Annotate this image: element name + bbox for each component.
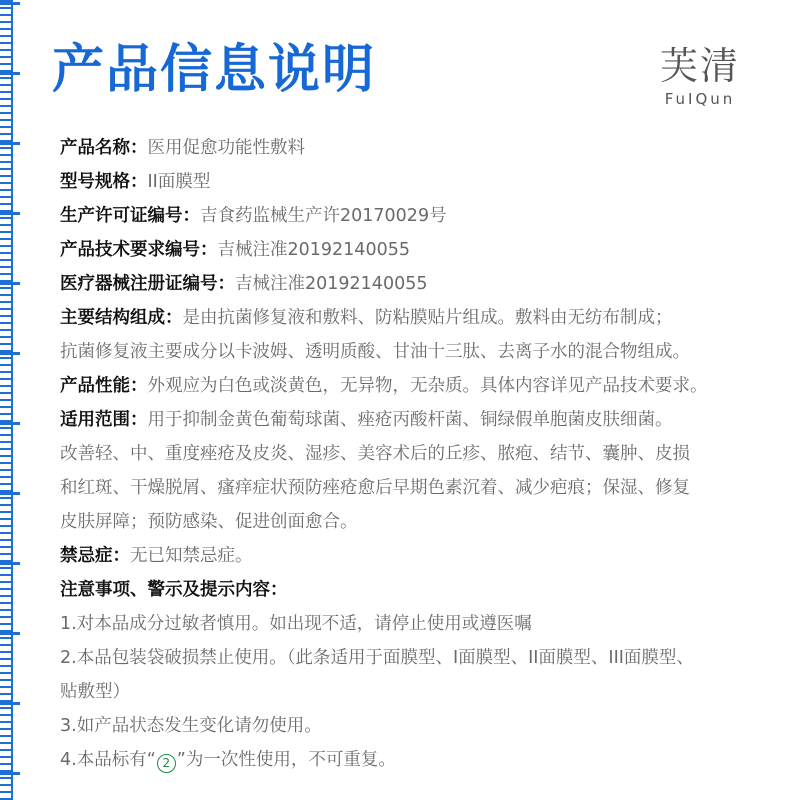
contraindication-value: 无已知禁忌症。: [130, 546, 253, 566]
license-label: 生产许可证编号：: [60, 206, 200, 226]
note-1-text: 1.对本品成分过敏者慎用。如出现不适，请停止使用或遵医嘱: [60, 614, 532, 634]
brand-logo: [655, 44, 745, 108]
contraindication-label: 禁忌症：: [60, 546, 130, 566]
model-row: [60, 165, 780, 199]
note-2: [60, 641, 780, 675]
performance-label: 产品性能：: [60, 376, 148, 396]
note-2-continuation: [60, 675, 780, 709]
ruler-major-mark: [0, 282, 20, 285]
scope-cont-text-1: 改善轻、中、重度痤疮及皮炎、湿疹、美容术后的丘疹、脓疱、结节、囊肿、皮损: [60, 444, 690, 464]
performance-value: 外观应为白色或淡黄色，无异物，无杂质。具体内容详见产品技术要求。: [147, 376, 708, 396]
ruler-major-mark: [0, 142, 20, 145]
structure-continuation: [60, 335, 780, 369]
note-2-cont-text: 贴敷型）: [60, 682, 130, 702]
note-3: [60, 709, 780, 743]
note-2-text: 2.本品包装袋破损禁止使用。（此条适用于面膜型、I面膜型、II面膜型、III面膜型、: [60, 648, 694, 668]
scope-continuation-2: [60, 471, 780, 505]
scope-label: 适用范围：: [60, 410, 148, 430]
ruler-line: [11, 0, 13, 800]
page-title: 产品信息说明: [52, 40, 377, 100]
structure-value: 是由抗菌修复液和敷料、防粘膜贴片组成。敷料由无纺布制成；: [182, 308, 673, 328]
ruler-major-mark: [0, 772, 20, 775]
contraindication-row: [60, 539, 780, 573]
ruler-major-mark: [0, 352, 20, 355]
single-use-symbol-icon: 2: [157, 754, 176, 773]
logo-chinese: 芙清: [659, 44, 740, 88]
ruler-major-mark: [0, 72, 20, 75]
structure-cont-text: 抗菌修复液主要成分以卡波姆、透明质酸、甘油十三肽、去离子水的混合物组成。: [60, 342, 690, 362]
note-3-text: 3.如产品状态发生变化请勿使用。: [60, 716, 322, 736]
product-name-label: 产品名称：: [60, 138, 148, 158]
registration-value: 吉械注准20192140055: [235, 274, 428, 294]
tech-req-row: [60, 233, 780, 267]
license-row: [60, 199, 780, 233]
scope-continuation-1: [60, 437, 780, 471]
scope-cont-text-3: 皮肤屏障；预防感染、促进创面愈合。: [60, 512, 358, 532]
note-1: [60, 607, 780, 641]
ruler-major-mark: [0, 702, 20, 705]
note-4-prefix: 4.本品标有“: [60, 750, 156, 770]
ruler-major-mark: [0, 632, 20, 635]
model-label: 型号规格：: [60, 172, 148, 192]
ruler-major-mark: [0, 492, 20, 495]
performance-row: [60, 369, 780, 403]
logo-english: FuIQun: [664, 90, 736, 108]
ruler-major-mark: [0, 212, 20, 215]
ruler-major-mark: [0, 2, 20, 5]
note-4-suffix: ”为一次性使用，不可重复。: [176, 750, 396, 770]
scope-value: 用于抑制金黄色葡萄球菌、痤疮丙酸杆菌、铜绿假单胞菌皮肤细菌。: [147, 410, 673, 430]
structure-row: [60, 301, 780, 335]
tech-req-label: 产品技术要求编号：: [60, 240, 218, 260]
scope-row: [60, 403, 780, 437]
license-value: 吉食药监械生产许20170029号: [200, 206, 447, 226]
ruler-major-mark: [0, 562, 20, 565]
model-value: II面膜型: [147, 172, 211, 192]
notes-heading-row: [60, 573, 780, 607]
ruler-major-mark: [0, 422, 20, 425]
product-name-row: [60, 131, 780, 165]
product-name-value: 医用促愈功能性敷料: [147, 138, 305, 158]
notes-heading: 注意事项、警示及提示内容：: [60, 580, 288, 600]
registration-row: [60, 267, 780, 301]
scope-cont-text-2: 和红斑、干燥脱屑、瘙痒症状预防痤疮愈后早期色素沉着、减少疤痕；保湿、修复: [60, 478, 690, 498]
note-4: [60, 743, 780, 777]
product-info: [60, 131, 780, 777]
tech-req-value: 吉械注准20192140055: [217, 240, 410, 260]
registration-label: 医疗器械注册证编号：: [60, 274, 235, 294]
scope-continuation-3: [60, 505, 780, 539]
structure-label: 主要结构组成：: [60, 308, 183, 328]
